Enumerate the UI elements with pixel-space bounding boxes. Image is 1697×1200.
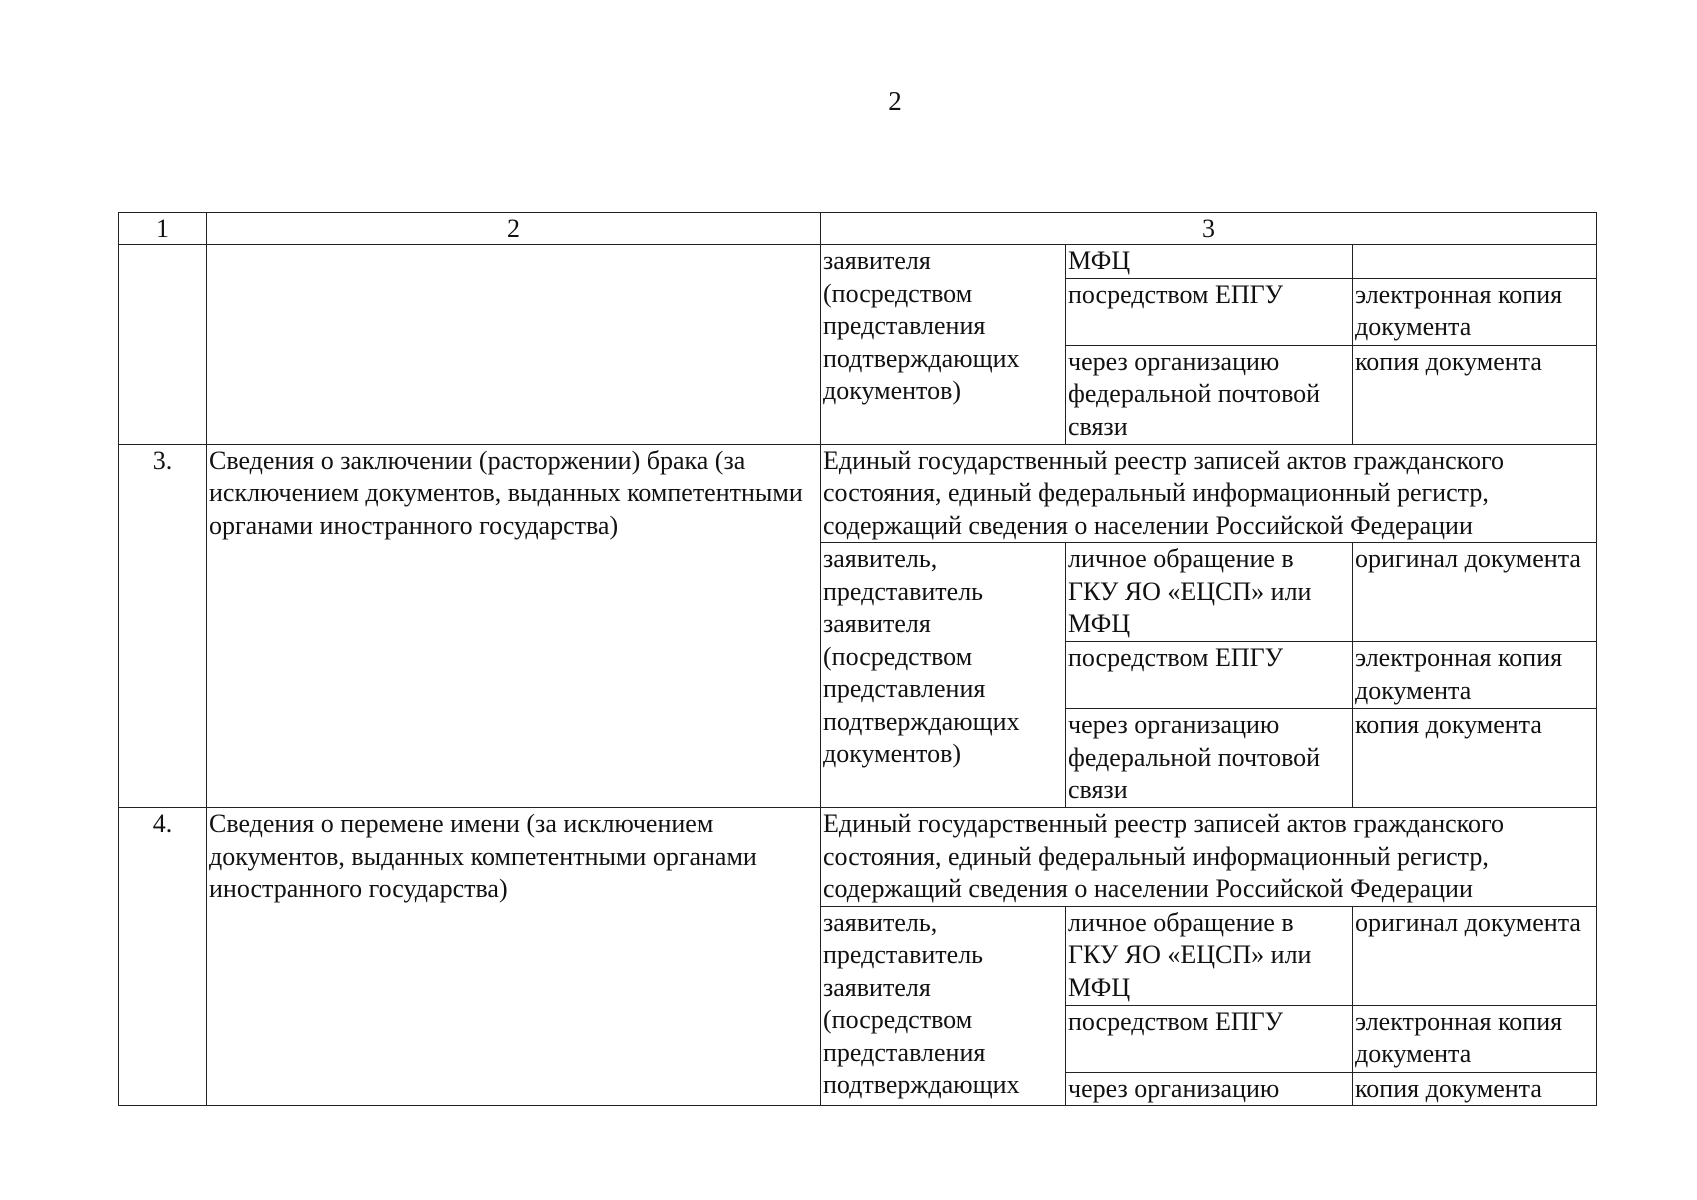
method-cell: через организацию федеральной почтовой связи <box>1066 345 1353 444</box>
table-row <box>119 444 1597 543</box>
method-cell: МФЦ <box>1066 245 1353 279</box>
form-cell: электронная копия документа <box>1353 278 1597 345</box>
who-cell: заявитель, представитель заявителя (посредством представления подтверждающих документов) <box>821 543 1066 808</box>
continuation-who-cell: заявителя (посредством представления подтверждающих документов) <box>821 245 1066 445</box>
method-cell: через организацию <box>1066 1072 1353 1106</box>
continuation-num-cell <box>119 245 207 445</box>
method-cell: посредством ЕПГУ <box>1066 642 1353 709</box>
page-number: 2 <box>888 86 902 116</box>
form-cell: оригинал документа <box>1353 906 1597 1005</box>
form-cell: электронная копия документа <box>1353 1005 1597 1072</box>
method-cell: личное обращение в ГКУ ЯО «ЕЦСП» или МФЦ <box>1066 543 1353 642</box>
row-number: 3. <box>119 444 207 808</box>
documents-table <box>118 212 1597 1106</box>
who-cell: заявитель, представитель заявителя (посредством представления подтверждающих <box>821 906 1066 1106</box>
continuation-desc-cell <box>207 245 821 445</box>
form-cell: копия документа <box>1353 345 1597 444</box>
form-cell: электронная копия документа <box>1353 642 1597 709</box>
table-header-row <box>119 213 1597 245</box>
method-cell: посредством ЕПГУ <box>1066 278 1353 345</box>
form-cell: оригинал документа <box>1353 543 1597 642</box>
registry-cell: Единый государственный реестр записей актов гражданского состояния, единый федеральный информационный регистр, содержащий сведения о населении Российской Федерации <box>821 444 1597 543</box>
form-cell: копия документа <box>1353 1072 1597 1106</box>
registry-cell: Единый государственный реестр записей актов гражданского состояния, единый федеральный информационный регистр, содержащий сведения о населении Российской Федерации <box>821 808 1597 907</box>
row-description: Сведения о перемене имени (за исключением документов, выданных компетентными органами иностранного государства) <box>207 808 821 1106</box>
method-cell: личное обращение в ГКУ ЯО «ЕЦСП» или МФЦ <box>1066 906 1353 1005</box>
row-description: Сведения о заключении (расторжении) брака (за исключением документов, выданных компетентными органами иностранного государства) <box>207 444 821 808</box>
column-header-1: 1 <box>119 213 207 245</box>
method-cell: посредством ЕПГУ <box>1066 1005 1353 1072</box>
continuation-row <box>119 245 1597 279</box>
column-header-3: 3 <box>821 213 1597 245</box>
method-cell: через организацию федеральной почтовой связи <box>1066 709 1353 808</box>
column-header-2: 2 <box>207 213 821 245</box>
form-cell <box>1353 245 1597 279</box>
table-row <box>119 808 1597 907</box>
row-number: 4. <box>119 808 207 1106</box>
form-cell: копия документа <box>1353 709 1597 808</box>
